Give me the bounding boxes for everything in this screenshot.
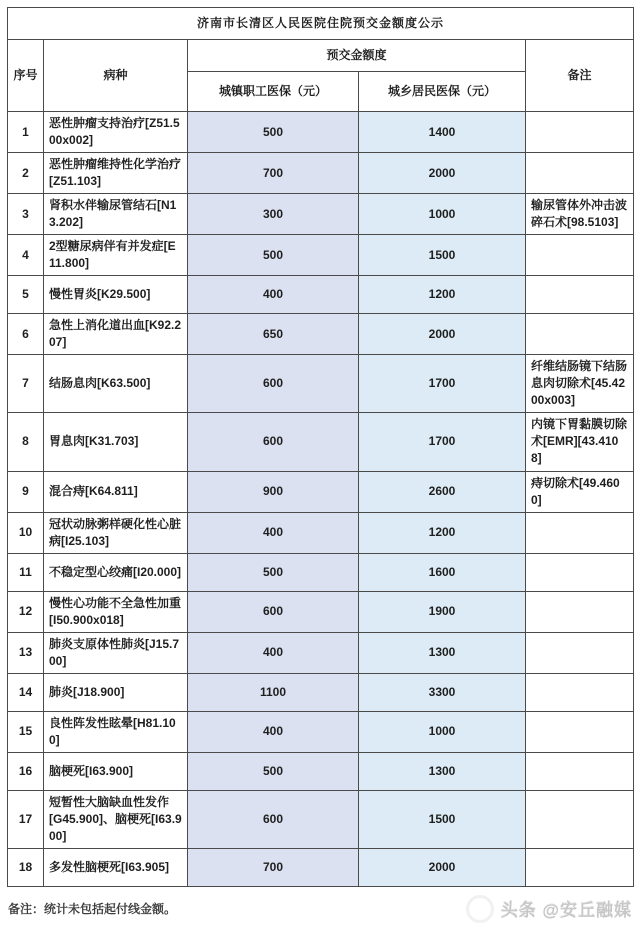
- row-number-cell: 8: [8, 413, 44, 471]
- row-number-cell: 16: [8, 752, 44, 790]
- table-row: [8, 314, 634, 355]
- employee-amount-cell: 600: [188, 355, 359, 413]
- disease-cell: 冠状动脉粥样硬化性心脏病[I25.103]: [44, 512, 188, 553]
- employee-amount-cell: 500: [188, 112, 359, 153]
- resident-amount-cell: 2600: [359, 471, 526, 512]
- disease-cell: 多发性脑梗死[I63.905]: [44, 848, 188, 886]
- row-number-cell: 2: [8, 153, 44, 194]
- resident-amount-cell: 1400: [359, 112, 526, 153]
- resident-amount-cell: 1500: [359, 790, 526, 848]
- remark-cell: 痔切除术[49.4600]: [526, 471, 634, 512]
- row-number-cell: 15: [8, 711, 44, 752]
- table-row: [8, 194, 634, 235]
- resident-amount-cell: 1300: [359, 752, 526, 790]
- remark-cell: [526, 752, 634, 790]
- resident-amount-cell: 1300: [359, 632, 526, 673]
- footer-note: 备注：统计未包括起付线金额。: [8, 902, 177, 917]
- disease-cell: 慢性心功能不全急性加重[I50.900x018]: [44, 591, 188, 632]
- resident-amount-cell: 1700: [359, 413, 526, 471]
- resident-amount-cell: 1700: [359, 355, 526, 413]
- resident-amount-cell: 1500: [359, 235, 526, 276]
- row-number-cell: 12: [8, 591, 44, 632]
- title-row: [8, 8, 634, 40]
- disease-cell: 混合痔[K64.811]: [44, 471, 188, 512]
- row-number-cell: 10: [8, 512, 44, 553]
- table-row: [8, 153, 634, 194]
- employee-amount-cell: 700: [188, 848, 359, 886]
- employee-amount-cell: 650: [188, 314, 359, 355]
- remark-cell: 纤维结肠镜下结肠息肉切除术[45.4200x003]: [526, 355, 634, 413]
- column-header-remark: 备注: [526, 40, 634, 112]
- employee-amount-cell: 1100: [188, 673, 359, 711]
- row-number-cell: 1: [8, 112, 44, 153]
- header-row-group: [8, 40, 634, 72]
- table-row: [8, 711, 634, 752]
- remark-cell: [526, 673, 634, 711]
- disease-cell: 良性阵发性眩晕[H81.100]: [44, 711, 188, 752]
- resident-amount-cell: 1200: [359, 276, 526, 314]
- column-header-resident-insurance: 城乡居民医保（元）: [359, 72, 526, 112]
- table-row: [8, 235, 634, 276]
- resident-amount-cell: 3300: [359, 673, 526, 711]
- employee-amount-cell: 700: [188, 153, 359, 194]
- row-number-cell: 17: [8, 790, 44, 848]
- disease-cell: 急性上消化道出血[K92.207]: [44, 314, 188, 355]
- table-row: [8, 355, 634, 413]
- remark-cell: [526, 153, 634, 194]
- employee-amount-cell: 400: [188, 276, 359, 314]
- remark-cell: [526, 112, 634, 153]
- disease-cell: 恶性肿瘤支持治疗[Z51.500x002]: [44, 112, 188, 153]
- remark-cell: [526, 848, 634, 886]
- table-row: [8, 591, 634, 632]
- remark-cell: [526, 314, 634, 355]
- employee-amount-cell: 600: [188, 591, 359, 632]
- row-number-cell: 11: [8, 553, 44, 591]
- resident-amount-cell: 2000: [359, 848, 526, 886]
- employee-amount-cell: 400: [188, 711, 359, 752]
- table-body: [8, 112, 634, 887]
- employee-amount-cell: 500: [188, 235, 359, 276]
- employee-amount-cell: 400: [188, 632, 359, 673]
- disease-cell: 恶性肿瘤维持性化学治疗[Z51.103]: [44, 153, 188, 194]
- row-number-cell: 3: [8, 194, 44, 235]
- table-row: [8, 512, 634, 553]
- row-number-cell: 4: [8, 235, 44, 276]
- row-number-cell: 9: [8, 471, 44, 512]
- disease-cell: 结肠息肉[K63.500]: [44, 355, 188, 413]
- disease-cell: 肺炎支原体性肺炎[J15.700]: [44, 632, 188, 673]
- page-title: 济南市长清区人民医院住院预交金额度公示: [8, 8, 634, 40]
- row-number-cell: 14: [8, 673, 44, 711]
- employee-amount-cell: 600: [188, 413, 359, 471]
- disease-cell: 短暂性大脑缺血性发作[G45.900]、脑梗死[I63.900]: [44, 790, 188, 848]
- row-number-cell: 7: [8, 355, 44, 413]
- watermark-text: 头条 @安丘融媒: [500, 901, 632, 921]
- remark-cell: [526, 276, 634, 314]
- table-row: [8, 790, 634, 848]
- resident-amount-cell: 2000: [359, 153, 526, 194]
- remark-cell: 输尿管体外冲击波碎石术[98.5103]: [526, 194, 634, 235]
- employee-amount-cell: 900: [188, 471, 359, 512]
- disease-cell: 肾积水伴输尿管结石[N13.202]: [44, 194, 188, 235]
- disease-cell: 2型糖尿病伴有并发症[E11.800]: [44, 235, 188, 276]
- row-number-cell: 6: [8, 314, 44, 355]
- table-row: [8, 112, 634, 153]
- remark-cell: [526, 632, 634, 673]
- table-row: [8, 276, 634, 314]
- row-number-cell: 5: [8, 276, 44, 314]
- employee-amount-cell: 400: [188, 512, 359, 553]
- table-row: [8, 471, 634, 512]
- disease-cell: 脑梗死[I63.900]: [44, 752, 188, 790]
- column-header-deposit: 预交金额度: [188, 40, 526, 72]
- column-header-no: 序号: [8, 40, 44, 112]
- column-header-disease: 病种: [44, 40, 188, 112]
- table-row: [8, 632, 634, 673]
- row-number-cell: 13: [8, 632, 44, 673]
- remark-cell: [526, 711, 634, 752]
- table-row: [8, 553, 634, 591]
- remark-cell: [526, 553, 634, 591]
- table-row: [8, 752, 634, 790]
- column-header-employee-insurance: 城镇职工医保（元）: [188, 72, 359, 112]
- table-row: [8, 848, 634, 886]
- deposit-table: [7, 7, 634, 887]
- watermark: [466, 895, 632, 923]
- footer-bar: [7, 887, 633, 923]
- employee-amount-cell: 300: [188, 194, 359, 235]
- resident-amount-cell: 2000: [359, 314, 526, 355]
- resident-amount-cell: 1600: [359, 553, 526, 591]
- resident-amount-cell: 1200: [359, 512, 526, 553]
- remark-cell: [526, 790, 634, 848]
- employee-amount-cell: 500: [188, 553, 359, 591]
- disease-cell: 肺炎[J18.900]: [44, 673, 188, 711]
- remark-cell: 内镜下胃黏膜切除术[EMR][43.4108]: [526, 413, 634, 471]
- table-row: [8, 413, 634, 471]
- remark-cell: [526, 591, 634, 632]
- row-number-cell: 18: [8, 848, 44, 886]
- employee-amount-cell: 500: [188, 752, 359, 790]
- resident-amount-cell: 1000: [359, 194, 526, 235]
- remark-cell: [526, 512, 634, 553]
- disease-cell: 胃息肉[K31.703]: [44, 413, 188, 471]
- employee-amount-cell: 600: [188, 790, 359, 848]
- resident-amount-cell: 1000: [359, 711, 526, 752]
- resident-amount-cell: 1900: [359, 591, 526, 632]
- table-row: [8, 673, 634, 711]
- remark-cell: [526, 235, 634, 276]
- toutiao-logo-icon: [466, 895, 494, 923]
- disease-cell: 慢性胃炎[K29.500]: [44, 276, 188, 314]
- disease-cell: 不稳定型心绞痛[I20.000]: [44, 553, 188, 591]
